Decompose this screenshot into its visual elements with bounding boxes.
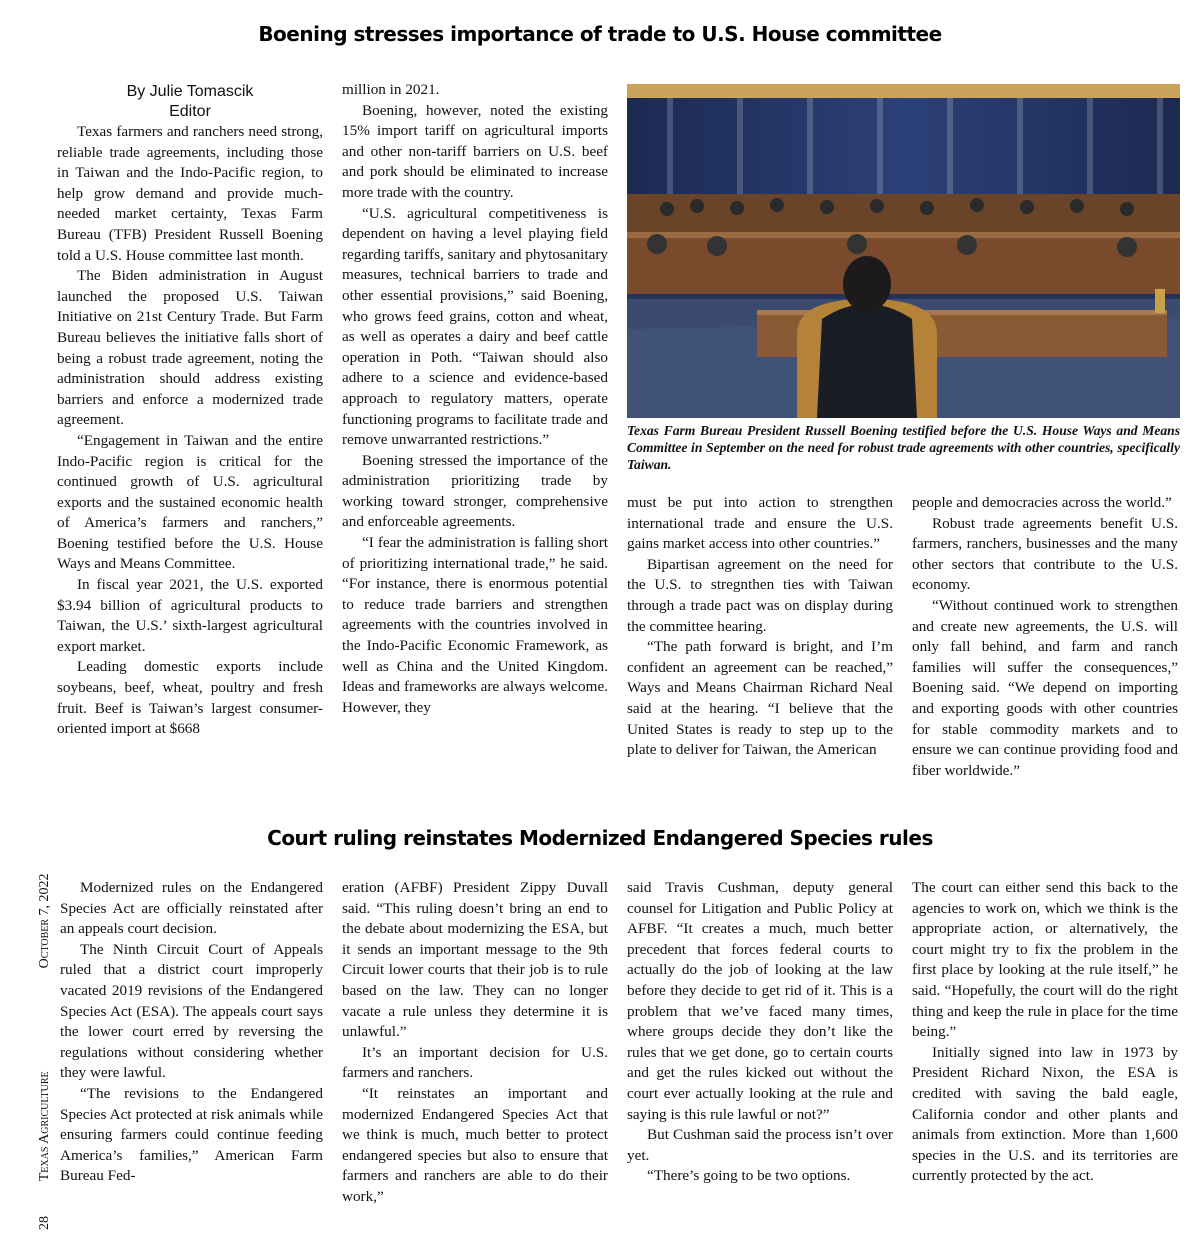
byline-name: By Julie Tomascik (126, 83, 254, 100)
paragraph: “Without continued work to strengthen and create new agreements, the U.S. will only fall behind, and farm and ranch families will suffer the consequences,” Boening said. “We depend on importing and exporting goods with other countries for stable commodity markets and to ensure we can continue providing food and fiber worldwide.” (912, 596, 1178, 779)
paragraph: “U.S. agricultural competitiveness is dependent on having a level playing field regarding tariffs, sanitary and phytosanitary measures, technical barriers to trade and other essential provisions,” said Boening, who grows feed grains, cotton and wheat, as well as operates a dairy and beef cattle operation in Poth. “Taiwan should also adhere to a science and evidence-based approach to regulatory matters, operate functioning programs to facilitate trade and remove unwarranted restrictions.” (342, 204, 608, 449)
paragraph: “The revisions to the Endangered Species Act protected at risk animals while ensuring farmers could continue feeding America’s families,” American Farm Bureau Fed- (60, 1084, 323, 1185)
paragraph: said Travis Cushman, deputy general counsel for Litigation and Public Policy at AFBF. “It creates a much, much better precedent that forces federal courts to actually do the job of looking at the law before they decide to get rid of it. This is a problem that we’ve faced many times, where groups decide they don’t like the rules that we get done, go to certain courts and get the rules kicked out without the court ever actually looking at the rule and saying is this rule lawful or not?” (627, 879, 893, 1123)
paragraph: “There’s going to be two options. (647, 1167, 851, 1185)
paragraph: Robust trade agreements benefit U.S. farmers, ranchers, businesses and the many other sectors that contribute to the U.S. economy. (912, 514, 1178, 594)
paragraph: Initially signed into law in 1973 by President Richard Nixon, the ESA is credited with saving the bald eagle, California condor and other plants and animals from extinction. More than 1,600 species in the U.S. and its territories are currently protected by the act. (912, 1043, 1178, 1185)
article-headline-trade: Boening stresses importance of trade to U.S. House committee (258, 22, 942, 46)
paragraph: The Ninth Circuit Court of Appeals ruled that a district court improperly vacated 2019 revisions of the Endangered Species Act (ESA). The appeals court says the lower court erred by reversing the regulations without considering whether they were lawful. (60, 940, 323, 1082)
publication-name: Texas Agriculture (37, 1071, 52, 1182)
paragraph: But Cushman said the process isn’t over yet. (627, 1126, 893, 1164)
article1-column-1 (57, 82, 323, 822)
article1-column-3 (627, 493, 893, 824)
article1-column-2 (342, 80, 608, 824)
issue-date: October 7, 2022 (37, 873, 52, 969)
hearing-room-illustration (627, 84, 1180, 418)
paragraph: In fiscal year 2021, the U.S. exported $3.94 billion of agricultural products to Taiwan, the U.S.’ sixth-largest agricultural export market. (57, 576, 323, 655)
paragraph: “The path forward is bright, and I’m confident an agreement can be reached,” Ways and Means Chairman Richard Neal said at the hearing. “I believe that the United States is ready to step up to the plate to deliver for Taiwan, the American (627, 638, 893, 759)
paragraph: Boening stressed the importance of the administration prioritizing trade by working toward stronger, comprehensive and enforceable agreements. (342, 451, 608, 531)
paragraph: “It reinstates an important and modernized Endangered Species Act that we think is much, much better to protect endangered species but also to ensure that farmers and ranchers are able to do their work,” (342, 1084, 608, 1205)
paragraph: million in 2021. (342, 81, 440, 98)
page-number: 28 (37, 1216, 52, 1230)
paragraph: must be put into action to strengthen international trade and ensure the U.S. gains market access into other countries.” (627, 494, 893, 553)
paragraph: people and democracies across the world.” (912, 494, 1172, 511)
photo-caption: Texas Farm Bureau President Russell Boening testified before the U.S. House Ways and Means Committee in September on the need for robust trade agreements with other countries, specifically Taiwan. (627, 423, 1180, 472)
paragraph: Texas farmers and ranchers need strong, reliable trade agreements, including those in Taiwan and the Indo-Pacific region, to help grow demand and provide much-needed market certainty, Texas Farm Bureau (TFB) President Russell Boening told a U.S. House committee last month. (57, 123, 323, 264)
paragraph: Leading domestic exports include soybeans, beef, wheat, poultry and fresh fruit. Beef is Taiwan’s largest consumer-oriented import at $668 (57, 658, 323, 738)
paragraph: The Biden administration in August launched the proposed U.S. Taiwan Initiative on 21st Century Trade. But Farm Bureau believes the initiative falls short of being a robust trade agreement, noting the administration should address existing barriers and enforce a modernized trade agreement. (57, 267, 323, 429)
article2-column-4 (912, 878, 1178, 1234)
paragraph: It’s an important decision for U.S. farmers and ranchers. (342, 1043, 608, 1082)
paragraph: Bipartisan agreement on the need for the U.S. to stregnthen ties with Taiwan through a trade pact was on display during the committee hearing. (627, 555, 893, 635)
paragraph: “I fear the administration is falling short of prioritizing international trade,” he said. “For instance, there is enormous potential to reduce trade barriers and strengthen agreements with the countries involved in the Indo-Pacific Economic Framework, as well as China and the United Kingdom. Ideas and frameworks are always welcome. However, they (342, 534, 608, 716)
article2-column-3 (627, 878, 893, 1234)
article2-column-1 (60, 878, 323, 1234)
byline-role: Editor (169, 103, 211, 120)
article-headline-esa: Court ruling reinstates Modernized Endangered Species rules (267, 826, 933, 850)
article2-column-2 (342, 878, 608, 1234)
paragraph: Boening, however, noted the existing 15% import tariff on agricultural imports and other non-tariff barriers on U.S. beef and pork should be eliminated to increase more trade with the country. (342, 101, 608, 201)
page-margin-footer (37, 873, 57, 1230)
paragraph: Modernized rules on the Endangered Species Act are officially reinstated after an appeals court decision. (60, 879, 323, 938)
committee-hearing-photo (627, 84, 1180, 418)
paragraph: The court can either send this back to the agencies to work on, which we think is the appropriate action, or alternatively, the court might try to fix the problem in the first place by looking at the rule itself,” he said. “Hopefully, the court will do the right thing and keep the rule in place for the time being.” (912, 879, 1178, 1041)
paragraph: “Engagement in Taiwan and the entire Indo-Pacific region is critical for the continued growth of U.S. agricultural exports and the sustained economic health of America’s farmers and ranchers,” Boening testified before the U.S. House Ways and Means Committee. (57, 431, 323, 573)
article1-column-4 (912, 493, 1178, 824)
paragraph: eration (AFBF) President Zippy Duvall said. “This ruling doesn’t bring an end to the debate about modernizing the ESA, but it sends an important message to the 9th Circuit lower courts that their job is to rule based on the law. They can no longer vacate a rule unless they determine it is unlawful.” (342, 879, 608, 1041)
